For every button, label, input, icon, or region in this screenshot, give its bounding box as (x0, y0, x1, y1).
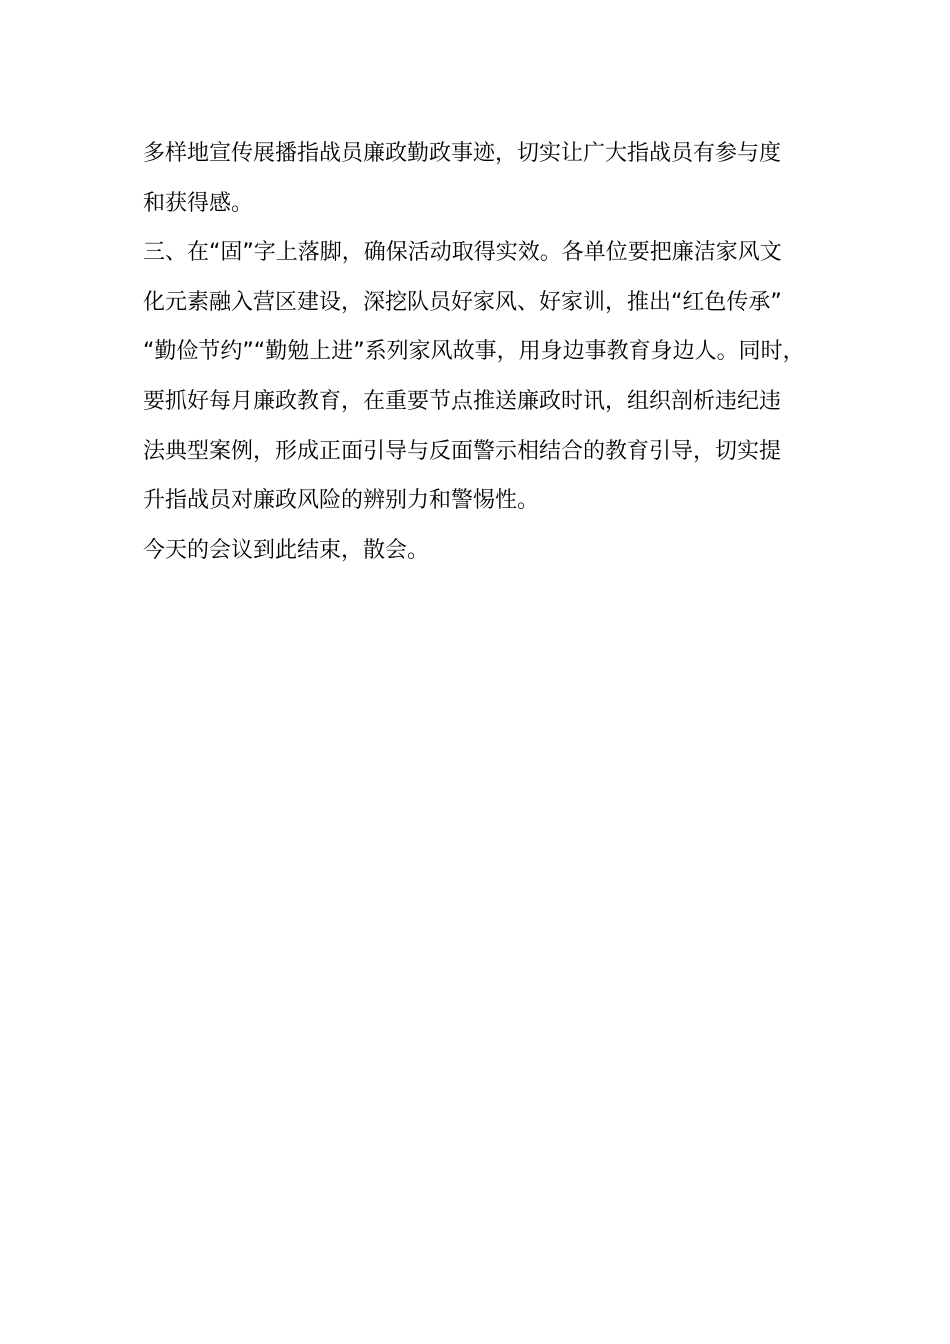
text-line: 今天的会议到此结束，散会。 (143, 537, 430, 563)
text-line: “勤俭节约”“勤勉上进”系列家风故事，用身边事教育身边人。同时， (143, 339, 805, 365)
body-text (143, 129, 843, 575)
text-line: 升指战员对廉政风险的辨别力和警惕性。 (143, 488, 540, 514)
text-line: 和获得感。 (143, 190, 254, 216)
text-line: 要抓好每月廉政教育，在重要节点推送廉政时讯，组织剖析违纪违 (143, 388, 782, 414)
text-line: 化元素融入营区建设，深挖队员好家风、好家训，推出“红色传承” (143, 289, 782, 315)
text-line: 法典型案例，形成正面引导与反面警示相结合的教育引导，切实提 (143, 438, 782, 464)
text-line: 多样地宣传展播指战员廉政勤政事迹，切实让广大指战员有参与度 (143, 141, 782, 166)
text-line: 三、在“固”字上落脚，确保活动取得实效。各单位要把廉洁家风文 (143, 240, 782, 266)
